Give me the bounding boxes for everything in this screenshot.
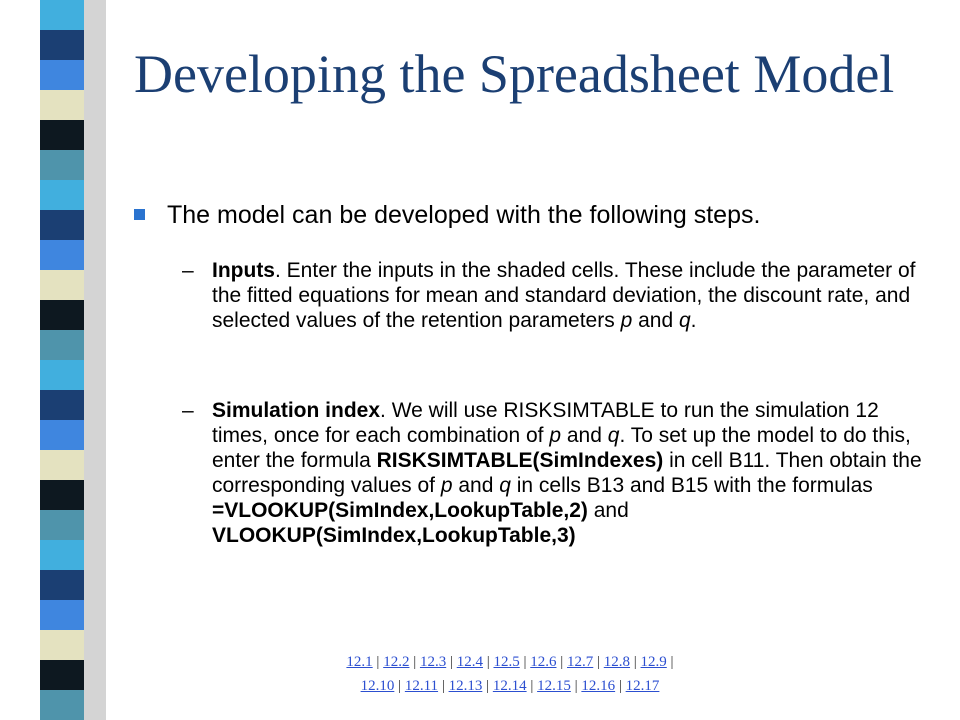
nav-link-12-2[interactable]: 12.2 <box>383 654 410 670</box>
formula-risksimtable: RISKSIMTABLE(SimIndexes) <box>376 449 664 472</box>
stripe-segment <box>40 90 84 121</box>
link-separator: | <box>394 678 405 694</box>
main-bullet <box>134 199 934 231</box>
inputs-term: Inputs <box>212 259 275 282</box>
stripe-segment <box>40 60 84 91</box>
nav-link-12-17[interactable]: 12.17 <box>625 678 660 694</box>
link-separator: | <box>482 678 493 694</box>
stripe-segment <box>40 660 84 691</box>
simulation-body-3: in cell B11. Then obtain the corresponding values of <box>212 449 922 497</box>
simulation-text <box>212 398 922 548</box>
nav-links-row-1 <box>250 650 770 674</box>
dash-marker: – <box>182 399 194 422</box>
nav-link-12-6[interactable]: 12.6 <box>530 654 557 670</box>
nav-link-12-11[interactable]: 12.11 <box>404 678 439 694</box>
stripe-segment <box>40 690 84 720</box>
param-q: q <box>499 474 511 497</box>
period: . <box>690 309 697 332</box>
nav-link-12-4[interactable]: 12.4 <box>456 654 483 670</box>
connector: and <box>561 424 608 447</box>
main-bullet-text: The model can be developed with the following steps. <box>167 201 761 229</box>
slide-title: Developing the Spreadsheet Model <box>134 44 895 104</box>
nav-link-12-5[interactable]: 12.5 <box>493 654 520 670</box>
simulation-term: Simulation index <box>212 399 381 422</box>
square-bullet-icon <box>134 209 145 220</box>
formula-vlookup-2: =VLOOKUP(SimIndex,LookupTable,2) <box>212 499 588 522</box>
stripe-segment <box>40 330 84 361</box>
link-separator: | <box>593 654 604 670</box>
stripe-segment <box>40 630 84 661</box>
link-separator: | <box>666 654 674 670</box>
stripe-segment <box>40 120 84 151</box>
param-p: p <box>620 309 633 332</box>
inputs-text <box>212 258 922 333</box>
stripe-segment <box>40 210 84 241</box>
stripe-shadow <box>84 0 106 720</box>
link-separator: | <box>570 678 582 694</box>
stripe-segment <box>40 600 84 631</box>
stripe-segment <box>40 180 84 211</box>
link-separator: | <box>372 654 384 670</box>
nav-link-12-1[interactable]: 12.1 <box>346 654 373 670</box>
chapter-nav-links <box>250 650 770 698</box>
simulation-body-4: in cells B13 and B15 with the formulas <box>510 474 873 497</box>
stripe-segment <box>40 150 84 181</box>
sub-bullet-simulation <box>182 398 922 548</box>
stripe-segment <box>40 510 84 541</box>
link-separator: | <box>482 654 494 670</box>
connector: and <box>632 309 679 332</box>
param-p: p <box>440 474 453 497</box>
stripe-segment <box>40 240 84 271</box>
nav-link-12-8[interactable]: 12.8 <box>603 654 631 670</box>
decorative-stripe <box>0 0 110 720</box>
connector: and <box>587 499 629 522</box>
param-p: p <box>549 424 562 447</box>
stripe-segment <box>40 30 84 61</box>
simulation-body-1: . We will use RISKSIMTABLE to run the simulation 12 times, once for each combination of <box>212 399 879 447</box>
stripe-segment <box>40 450 84 481</box>
sub-bullet-inputs <box>182 258 922 333</box>
stripe-segment <box>40 360 84 391</box>
link-separator: | <box>519 654 531 670</box>
connector: and <box>452 474 500 497</box>
stripe-segment <box>40 0 84 31</box>
inputs-body: . Enter the inputs in the shaded cells. These include the parameter of the fitted equations for mean and standard deviation, the discount rate, and selected values of the retention parameters <box>212 259 916 332</box>
stripe-segment <box>40 420 84 451</box>
link-separator: | <box>438 678 449 694</box>
formula-vlookup-3: VLOOKUP(SimIndex,LookupTable,3) <box>212 524 576 547</box>
dash-marker: – <box>182 259 194 282</box>
stripe-segment <box>40 390 84 421</box>
stripe-segment <box>40 300 84 331</box>
stripe-segment <box>40 570 84 601</box>
link-separator: | <box>446 654 457 670</box>
param-q: q <box>607 424 620 447</box>
stripe-segment <box>40 480 84 511</box>
link-separator: | <box>630 654 641 670</box>
simulation-body-2: . To set up the model to do this, enter the formula <box>212 424 911 472</box>
stripe-segment <box>40 270 84 301</box>
nav-link-12-14[interactable]: 12.14 <box>492 678 527 694</box>
nav-link-12-13[interactable]: 12.13 <box>448 678 483 694</box>
param-q: q <box>678 309 691 332</box>
nav-link-12-9[interactable]: 12.9 <box>640 654 667 670</box>
nav-link-12-3[interactable]: 12.3 <box>419 654 447 670</box>
link-separator: | <box>615 678 626 694</box>
nav-links-row-2 <box>250 674 770 698</box>
link-separator: | <box>556 654 568 670</box>
nav-link-12-16[interactable]: 12.16 <box>581 678 616 694</box>
link-separator: | <box>409 654 420 670</box>
link-separator: | <box>526 678 538 694</box>
nav-link-12-10[interactable]: 12.10 <box>360 678 395 694</box>
nav-link-12-15[interactable]: 12.15 <box>537 678 571 694</box>
stripe-segment <box>40 540 84 571</box>
nav-link-12-7[interactable]: 12.7 <box>567 654 594 670</box>
